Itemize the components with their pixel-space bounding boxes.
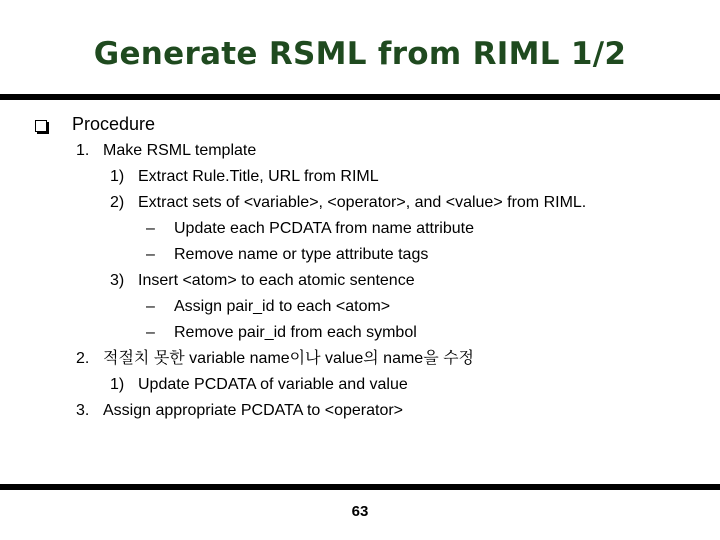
item-text: Extract Rule.Title, URL from RIML [138,168,379,185]
title-divider [0,94,720,100]
dash-bullet: – [146,324,155,341]
item-text: Insert <atom> to each atomic sentence [138,272,415,289]
list-item [76,402,403,420]
item-text: Update PCDATA of variable and value [138,376,408,393]
item-number: 3. [76,402,90,419]
list-item [146,220,474,238]
item-number: 2. [76,350,90,367]
footer-divider [0,484,720,490]
list-item [146,324,417,342]
list-item [110,376,408,394]
item-text: Update each PCDATA from name attribute [174,220,474,237]
item-text: Assign pair_id to each <atom> [174,298,391,315]
procedure-heading: Procedure [72,114,156,134]
item-text: Assign appropriate PCDATA to <operator> [103,402,404,419]
item-text: 적절치 못한 variable name이나 value의 name을 수정 [103,350,475,367]
item-text: Make RSML template [103,142,257,159]
list-item [110,272,415,290]
dash-bullet: – [146,298,155,315]
item-text: Extract sets of <variable>, <operator>, and <value> from RIML. [138,194,587,211]
page-number: 63 [351,503,369,520]
list-item [76,350,474,368]
dash-bullet: – [146,220,155,237]
item-text: Remove name or type attribute tags [174,246,429,263]
list-item [76,142,256,160]
slide-title: Generate RSML from RIML 1/2 [93,36,627,72]
list-item [146,298,390,316]
list-item [110,194,586,212]
hollow-square-bullet-icon [35,120,47,132]
item-number: 2) [110,194,125,211]
list-item [110,168,379,186]
item-number: 1) [110,376,125,393]
item-number: 1) [110,168,125,185]
item-number: 1. [76,142,90,159]
item-number: 3) [110,272,125,289]
list-item [146,246,428,264]
item-text: Remove pair_id from each symbol [174,324,417,341]
dash-bullet: – [146,246,155,263]
